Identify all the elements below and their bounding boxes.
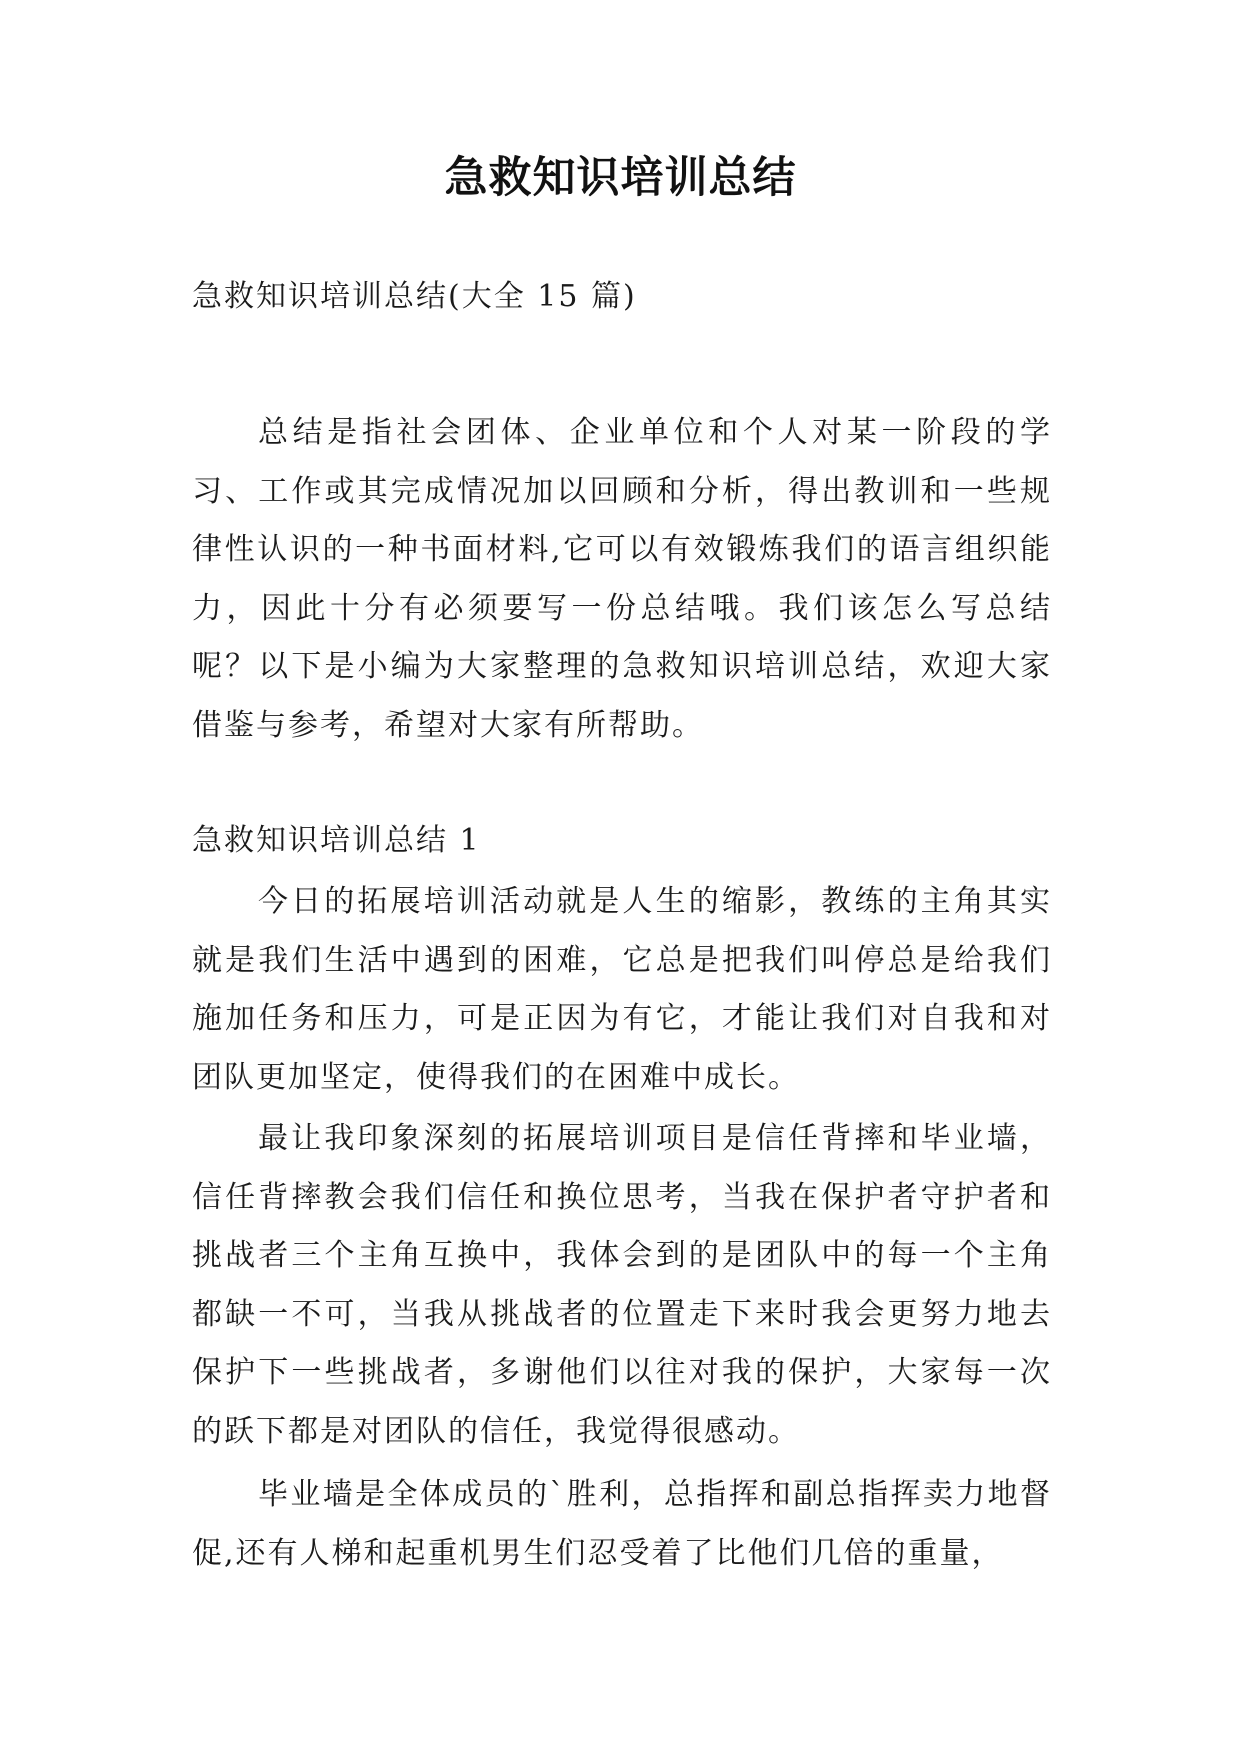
document-subtitle: 急救知识培训总结(大全 15 篇)	[192, 279, 637, 314]
document-title: 急救知识培训总结	[444, 153, 797, 203]
section-heading: 急救知识培训总结 1	[192, 823, 481, 858]
intro-paragraph: 总结是指社会团体、企业单位和个人对某一阶段的学习、工作或其完成情况加以回顾和分析，得出教训和一些规律性认识的一种书面材料,它可以有效锻炼我们的语言组织能力，因此十分有必须要写一份总结哦。我们该怎么写总结呢？以下是小编为大家整理的急救知识培训总结，欢迎大家借鉴与参考，希望对大家有所帮助。	[192, 415, 1052, 743]
body-paragraph: 今日的拓展培训活动就是人生的缩影，教练的主角其实就是我们生活中遇到的困难，它总是把我们叫停总是给我们施加任务和压力，可是正因为有它，才能让我们对自我和对团队更加坚定，使得我们的在困难中成长。	[192, 884, 1052, 1095]
body-paragraph: 毕业墙是全体成员的`胜利，总指挥和副总指挥卖力地督促,还有人梯和起重机男生们忍受着了比他们几倍的重量，	[192, 1477, 1052, 1571]
body-paragraph: 最让我印象深刻的拓展培训项目是信任背摔和毕业墙，信任背摔教会我们信任和换位思考，当我在保护者守护者和挑战者三个主角互换中，我体会到的是团队中的每一个主角都缺一不可，当我从挑战者的位置走下来时我会更努力地去保护下一些挑战者，多谢他们以往对我的保护，大家每一次的跃下都是对团队的信任，我觉得很感动。	[192, 1121, 1052, 1449]
